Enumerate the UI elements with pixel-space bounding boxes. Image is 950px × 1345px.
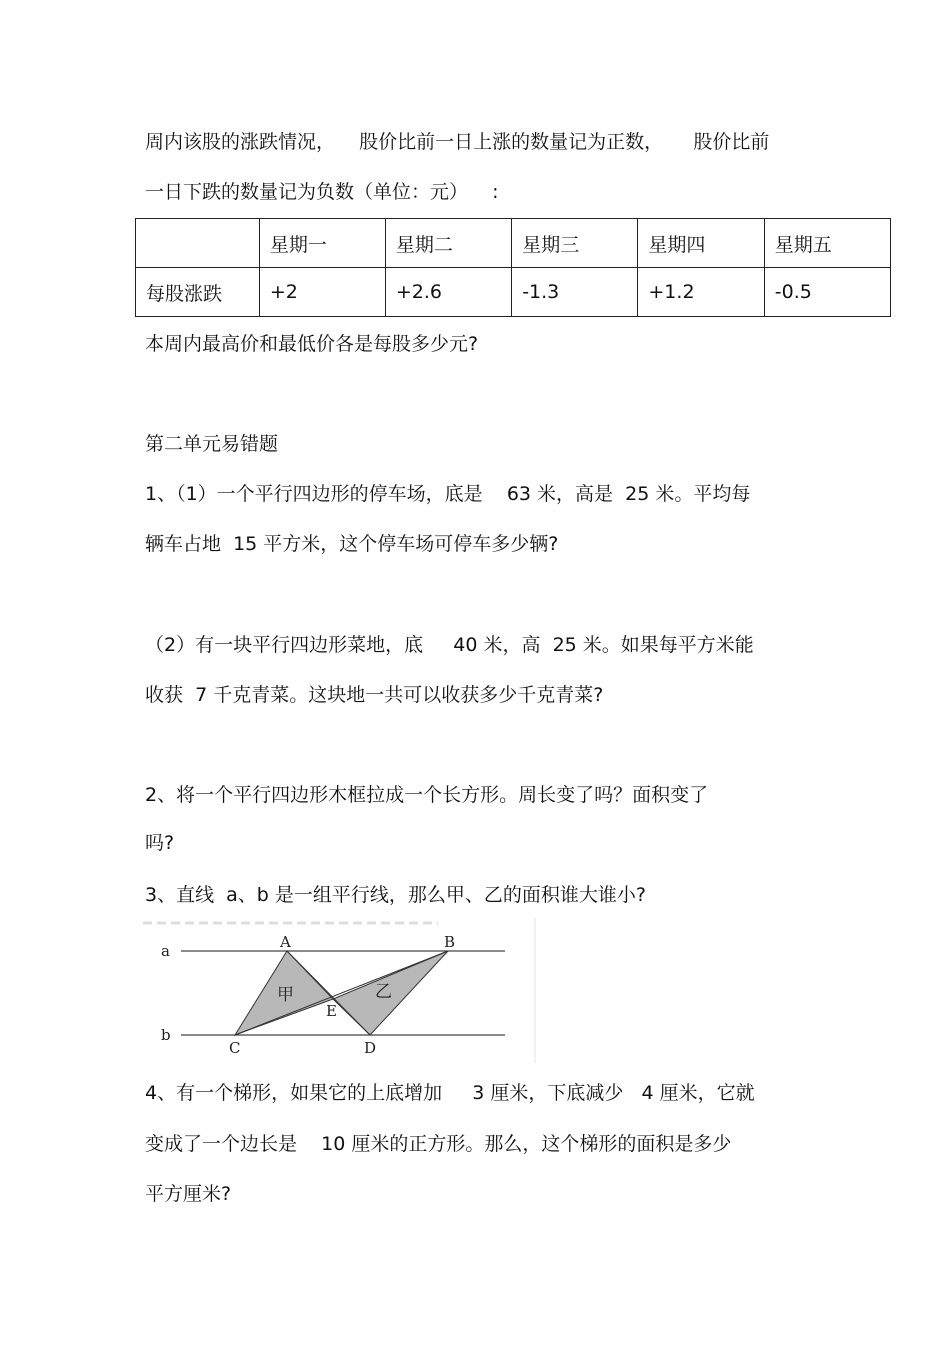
q1b-line-1: （2）有一块平行四边形菜地，底 40 米，高 25 米。如果每平方米能 (145, 634, 754, 656)
table-cell: +1.2 (638, 268, 764, 317)
q1-line-2: 辆车占地 15 平方米，这个停车场可停车多少辆? (145, 533, 559, 555)
table-cell: -1.3 (512, 268, 638, 317)
q2-line-2: 吗? (145, 832, 175, 854)
table-cell: +2 (259, 268, 385, 317)
point-e-label: E (326, 1002, 337, 1020)
q4-line-1: 4、有一个梯形，如果它的上底增加 3 厘米，下底减少 4 厘米，它就 (145, 1082, 755, 1104)
intro-line-1: 周内该股的涨跌情况， 股价比前一日上涨的数量记为正数， 股价比前 (145, 131, 770, 153)
stock-change-table (135, 218, 891, 317)
q1-line-1: 1、（1）一个平行四边形的停车场，底是 63 米，高是 25 米。平均每 (145, 483, 751, 505)
intro-line-2: 一日下跌的数量记为负数（单位：元） : (145, 181, 499, 203)
region-jia-label: 甲 (277, 985, 294, 1005)
table-header-cell (136, 219, 260, 268)
table-cell: +2.6 (385, 268, 511, 317)
point-d-label: D (364, 1039, 377, 1057)
question-after-table: 本周内最高价和最低价各是每股多少元? (145, 333, 479, 355)
line-b-label: b (161, 1026, 171, 1044)
point-a-label: A (280, 933, 291, 951)
q2-line-1: 2、将一个平行四边形木框拉成一个长方形。周长变了吗？面积变了 (145, 784, 709, 806)
q1b-line-2: 收获 7 千克青菜。这块地一共可以收获多少千克青菜? (145, 684, 604, 706)
figure-background (143, 918, 538, 1063)
section-title: 第二单元易错题 (145, 433, 279, 455)
line-a-label: a (161, 942, 170, 960)
region-yi-label: 乙 (375, 982, 392, 1002)
q3-line-1: 3、直线 a、b 是一组平行线，那么甲、乙的面积谁大谁小? (145, 884, 646, 906)
q4-line-2: 变成了一个边长是 10 厘米的正方形。那么，这个梯形的面积是多少 (145, 1133, 732, 1155)
parallel-lines-figure (143, 918, 538, 1063)
table-header-cell: 星期三 (512, 219, 638, 268)
table-header-cell: 星期四 (638, 219, 764, 268)
table-header-row (136, 219, 891, 268)
table-cell: -0.5 (764, 268, 890, 317)
table-header-cell: 星期一 (259, 219, 385, 268)
table-row (136, 268, 891, 317)
point-b-label: B (444, 933, 456, 951)
table-header-cell: 星期五 (764, 219, 890, 268)
point-c-label: C (229, 1039, 241, 1057)
table-row-label: 每股涨跌 (136, 268, 260, 317)
table-header-cell: 星期二 (385, 219, 511, 268)
q4-line-3: 平方厘米? (145, 1183, 232, 1205)
